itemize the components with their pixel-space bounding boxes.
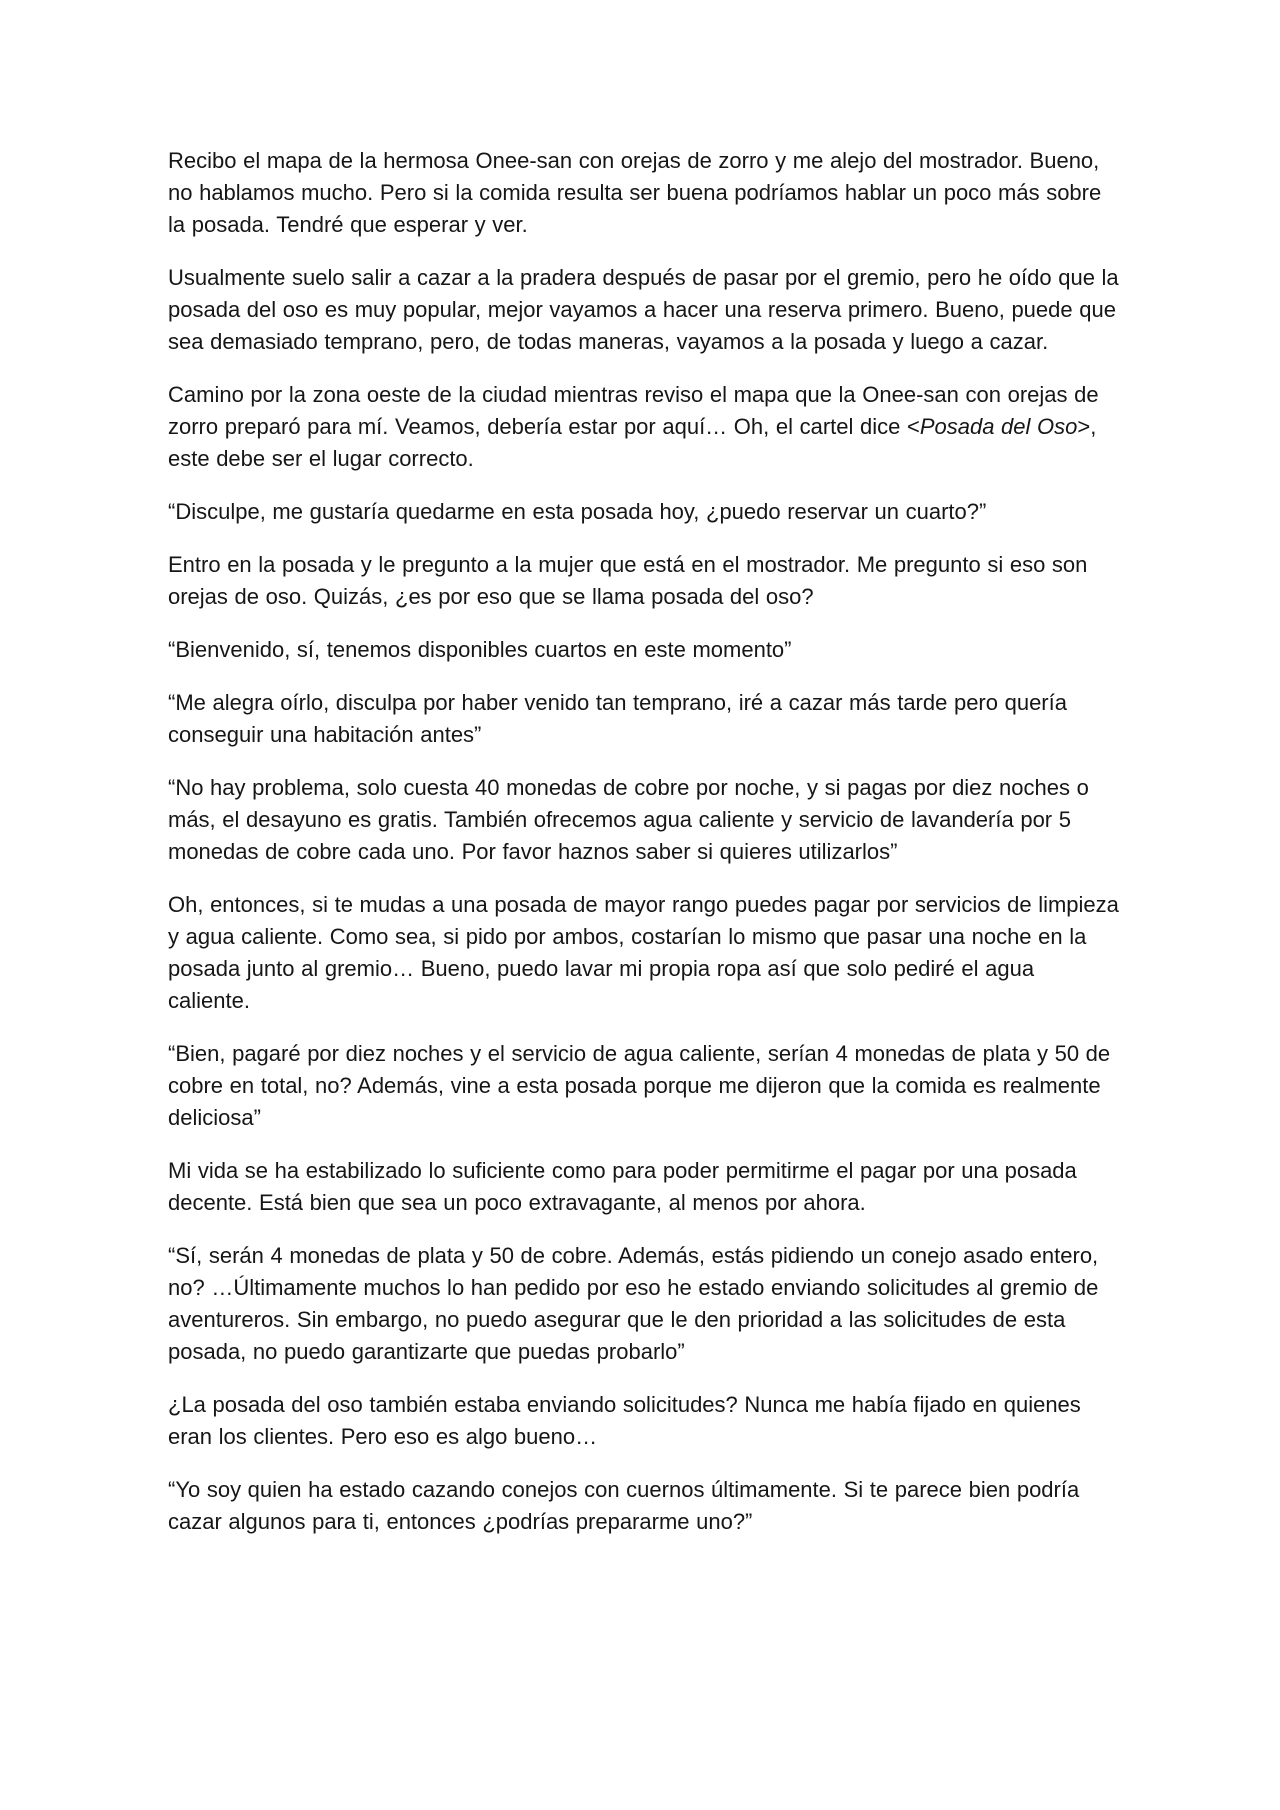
paragraph bbox=[168, 1240, 1121, 1368]
text-run: Mi vida se ha estabilizado lo suficiente como para poder permitirme el pagar por una posada decente. Está bien que sea un poco extravagante, al menos por ahora. bbox=[168, 1158, 1077, 1215]
paragraph bbox=[168, 772, 1121, 868]
paragraph bbox=[168, 687, 1121, 751]
paragraph bbox=[168, 145, 1121, 241]
paragraph bbox=[168, 379, 1121, 475]
document-body bbox=[168, 145, 1121, 1538]
paragraph bbox=[168, 1155, 1121, 1219]
text-run-italic: Posada del Oso bbox=[919, 414, 1078, 439]
paragraph bbox=[168, 1389, 1121, 1453]
text-run: “No hay problema, solo cuesta 40 monedas de cobre por noche, y si pagas por diez noches o más, el desayuno es gratis. También ofrecemos agua caliente y servicio de lavandería por 5 monedas de cobre cada uno. Por favor haznos saber si quieres utilizarlos” bbox=[168, 775, 1089, 864]
text-run: “Yo soy quien ha estado cazando conejos con cuernos últimamente. Si te parece bien podría cazar algunos para ti, entonces ¿podrías prepararme uno?” bbox=[168, 1477, 1080, 1534]
text-run: Recibo el mapa de la hermosa Onee-san con orejas de zorro y me alejo del mostrador. Bueno, no hablamos mucho. Pero si la comida resulta ser buena podríamos hablar un poco más sobre la posada. Tendré que esperar y ver. bbox=[168, 148, 1102, 237]
paragraph bbox=[168, 1038, 1121, 1134]
text-run: Usualmente suelo salir a cazar a la pradera después de pasar por el gremio, pero he oído que la posada del oso es muy popular, mejor vayamos a hacer una reserva primero. Bueno, puede que sea demasiado temprano, pero, de todas maneras, vayamos a la posada y luego a cazar. bbox=[168, 265, 1119, 354]
paragraph bbox=[168, 1474, 1121, 1538]
paragraph bbox=[168, 634, 1121, 666]
text-run: “Me alegra oírlo, disculpa por haber venido tan temprano, iré a cazar más tarde pero quería conseguir una habitación antes” bbox=[168, 690, 1067, 747]
text-run: >, este debe ser el lugar correcto. bbox=[168, 414, 1097, 471]
paragraph bbox=[168, 496, 1121, 528]
paragraph bbox=[168, 549, 1121, 613]
text-run: “Sí, serán 4 monedas de plata y 50 de cobre. Además, estás pidiendo un conejo asado entero, no? …Últimamente muchos lo han pedido por eso he estado enviando solicitudes al gremio de aventureros. Sin embargo, no puedo asegurar que le den prioridad a las solicitudes de esta posada, no puedo garantizarte que puedas probarlo” bbox=[168, 1243, 1099, 1364]
text-run: “Disculpe, me gustaría quedarme en esta posada hoy, ¿puedo reservar un cuarto?” bbox=[168, 499, 987, 524]
text-run: “Bienvenido, sí, tenemos disponibles cuartos en este momento” bbox=[168, 637, 792, 662]
text-run: “Bien, pagaré por diez noches y el servicio de agua caliente, serían 4 monedas de plata y 50 de cobre en total, no? Además, vine a esta posada porque me dijeron que la comida es realmente deliciosa” bbox=[168, 1041, 1111, 1130]
text-run: Oh, entonces, si te mudas a una posada de mayor rango puedes pagar por servicios de limpieza y agua caliente. Como sea, si pido por ambos, costarían lo mismo que pasar una noche en la posada junto al gremio… Bueno, puedo lavar mi propia ropa así que solo pediré el agua caliente. bbox=[168, 892, 1119, 1013]
text-run: Camino por la zona oeste de la ciudad mientras reviso el mapa que la Onee-san con orejas de zorro preparó para mí. Veamos, debería estar por aquí… Oh, el cartel dice < bbox=[168, 382, 1099, 439]
text-run: ¿La posada del oso también estaba enviando solicitudes? Nunca me había fijado en quienes eran los clientes. Pero eso es algo bueno… bbox=[168, 1392, 1081, 1449]
paragraph bbox=[168, 889, 1121, 1017]
text-run: Entro en la posada y le pregunto a la mujer que está en el mostrador. Me pregunto si eso son orejas de oso. Quizás, ¿es por eso que se llama posada del oso? bbox=[168, 552, 1088, 609]
paragraph bbox=[168, 262, 1121, 358]
